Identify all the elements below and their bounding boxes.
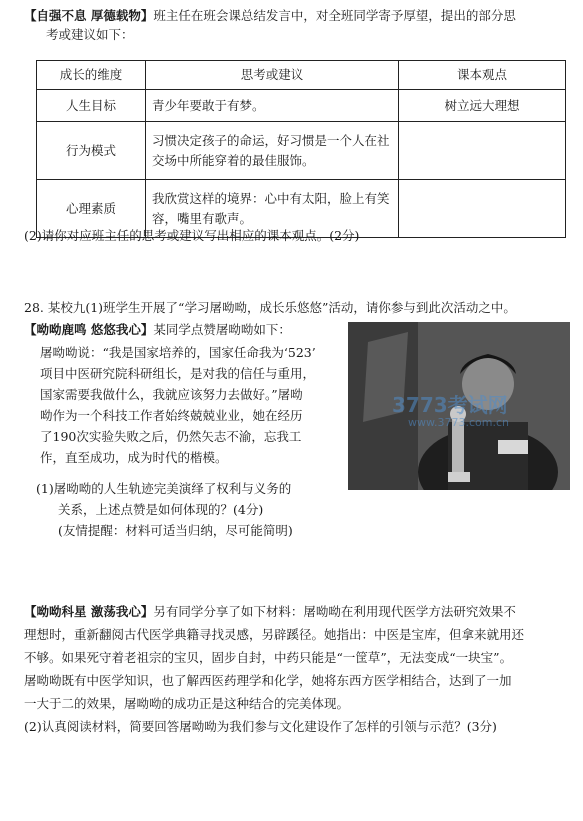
section3-question: (2)认真阅读材料，简要回答屠呦呦为我们参与文化建设作了怎样的引领与示范？(3分)	[24, 719, 497, 734]
row-view[interactable]	[399, 122, 566, 180]
section1-intro-line2: 考或建议如下：	[46, 27, 134, 43]
section3-material	[24, 600, 569, 738]
header-dimension: 成长的维度	[37, 61, 146, 90]
q1-line1: (1)屠呦呦的人生轨迹完美演绎了权利与义务的	[36, 481, 292, 496]
row-dimension: 人生目标	[37, 90, 146, 122]
q1-tip: (友情提醒：材料可适当归纳，尽可能简明)	[58, 523, 293, 538]
quote-line: 屠呦呦说：“我是国家培养的，国家任命我为‘523’	[40, 345, 316, 360]
quote-block	[40, 342, 350, 468]
section3-line: 一大于二的效果，屠呦呦的成功正是这种结合的完美体现。	[24, 696, 350, 711]
question-28-stem: 28. 某校九(1)班学生开展了“学习屠呦呦，成长乐悠悠”活动，请你参与到此次活动之中。	[24, 300, 516, 315]
table-row	[37, 90, 566, 122]
q1-line2: 关系，上述点赞是如何体现的？(4分)	[58, 502, 264, 517]
header-view: 课本观点	[399, 61, 566, 90]
row-view: 树立远大理想	[399, 90, 566, 122]
row-thought: 青少年要敢于有梦。	[146, 90, 399, 122]
q28-sub1	[36, 478, 352, 541]
quote-line: 了190次实验失败之后，仍然矢志不渝，忘我工	[40, 429, 302, 444]
row-thought: 习惯决定孩子的命运，好习惯是一个人在社交场中所能穿着的最佳服饰。	[146, 122, 399, 180]
quote-line: 呦作为一个科技工作者始终兢兢业业，她在经历	[40, 408, 303, 423]
table-header-row	[37, 61, 566, 90]
section1-intro	[24, 6, 569, 45]
quote-line: 作，直至成功，成为时代的楷模。	[40, 450, 228, 465]
section3-line: 不够。如果死守着老祖宗的宝贝，固步自封，中药只能是“一筐草”，无法变成“一块宝”。	[24, 650, 513, 665]
section3-line: 理想时，重新翻阅古代医学典籍寻找灵感，另辟蹊径。她指出：中医是宝库，但拿来就用还	[24, 627, 525, 642]
q28-section-title: 【呦呦鹿鸣 悠悠我心】	[24, 322, 154, 337]
q28-section-heading	[24, 320, 342, 339]
quote-line: 国家需要我做什么，我就应该努力去做好。”屠呦	[40, 387, 303, 402]
header-thought: 思考或建议	[146, 61, 399, 90]
row-dimension: 心理素质	[37, 180, 146, 238]
section3-title: 【呦呦科星 激荡我心】	[24, 604, 154, 619]
growth-table	[36, 60, 566, 238]
row-dimension: 行为模式	[37, 122, 146, 180]
row-thought: 我欣赏这样的境界：心中有太阳，脸上有笑容，嘴里有歌声。	[146, 180, 399, 238]
watermark-url: www.3773.com.cn	[408, 416, 509, 429]
table-question: (2)请你对应班主任的思考或建议写出相应的课本观点。(2分)	[24, 228, 360, 243]
section3-line: 另有同学分享了如下材料：屠呦呦在利用现代医学方法研究效果不	[153, 604, 516, 619]
table-row	[37, 122, 566, 180]
section1-title: 【自强不息 厚德载物】	[24, 8, 154, 23]
q28-section-intro: 某同学点赞屠呦呦如下：	[153, 322, 291, 337]
section3-line: 屠呦呦既有中医学知识，也了解西医药理学和化学，她将东西方医学相结合，达到了一加	[24, 673, 512, 688]
watermark-logo: 3773考试网	[392, 393, 508, 417]
section1-intro-line1: 班主任在班会课总结发言中，对全班同学寄予厚望，提出的部分思	[153, 8, 516, 23]
quote-line: 项目中医研究院科研组长，是对我的信任与重用，	[40, 366, 316, 381]
